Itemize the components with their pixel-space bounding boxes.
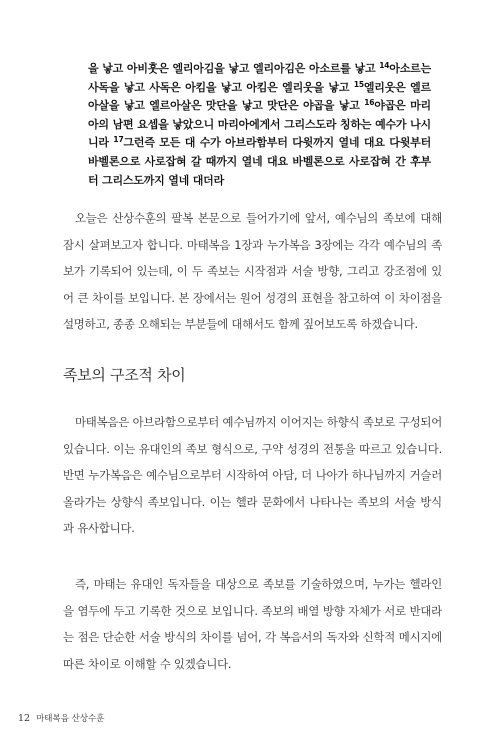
verse-text: 을 낳고 아비훗은 엘리아김을 낳고 엘리아김은 아소르를 낳고	[88, 62, 380, 75]
body-paragraph-1: 마태복음은 아브라함으로부터 예수님까지 이어지는 하향식 족보로 구성되어 있습니다. 이는 유대인의 족보 형식으로, 구약 성경의 전통을 따르고 있습니다. 반면 누가복음은 예수님으로부터 시작하여 아담, 더 나아가 하나님까지 거슬러 올라가는 상향식 족보입니다. 이는 헬라 문화에서 나타나는 족보의 서술 방식과 유사합니다.	[63, 415, 442, 535]
verse-text: 그런즉 모든 대 수가 아브라함부터 다윗까지 열네 대요 다윗부터 바벨론으로 사로잡혀 갈 때까지 열네 대요 바벨론으로 사로잡혀 간 후부터 그리스도까지 열네 대더라	[88, 136, 431, 187]
verse-number: 16	[364, 98, 375, 108]
section-heading: 족보의 구조적 차이	[63, 366, 186, 384]
body-paragraph-2: 즉, 마태는 유대인 독자들을 대상으로 족보를 기술하였으며, 누가는 헬라인을 염두에 두고 기록한 것으로 보입니다. 족보의 배열 방향 자체가 서로 반대라는 점은 단순한 서술 방식의 차이를 넘어, 각 복음서의 독자와 신학적 메시지에 따른 차이로 이해할 수 있겠습니다.	[63, 577, 442, 671]
verse-number: 14	[379, 61, 390, 70]
intro-paragraph: 오늘은 산상수훈의 팔복 본문으로 들어가기에 앞서, 예수님의 족보에 대해 잠시 살펴보고자 합니다. 마태복음 1장과 누가복음 3장에는 각각 예수님의 족보가 기록되어 있는데, 이 두 족보는 시작점과 서술 방향, 그리고 강조점에 있어 큰 차이를 보입니다. 본 장에서는 원어 성경의 표현을 참고하여 이 차이점을 설명하고, 종종 오해되는 부분들에 대해서도 함께 짚어보도록 하겠습니다.	[63, 211, 442, 331]
verse-number: 17	[113, 135, 124, 145]
verse-number: 15	[353, 79, 364, 89]
verse-text: 엘리웃은 엘르아살을 낳고 엘르아살은 맛단을 낳고 맛단은 야곱을 낳고	[88, 80, 431, 113]
verse-text: 아소르는 사독을 낳고 사독은 아킴을 낳고 아킴은 엘리웃을 낳고	[88, 62, 431, 94]
scripture-quote	[88, 60, 431, 190]
page-footer	[18, 712, 104, 724]
running-title: 마태복음 산상수훈	[36, 714, 105, 724]
verse-text: 야곱은 마리아의 남편 요셉을 낳았으니 마리아에게서 그리스도라 칭하는 예수가 나시니라	[88, 99, 431, 150]
page-number: 12	[18, 713, 31, 724]
